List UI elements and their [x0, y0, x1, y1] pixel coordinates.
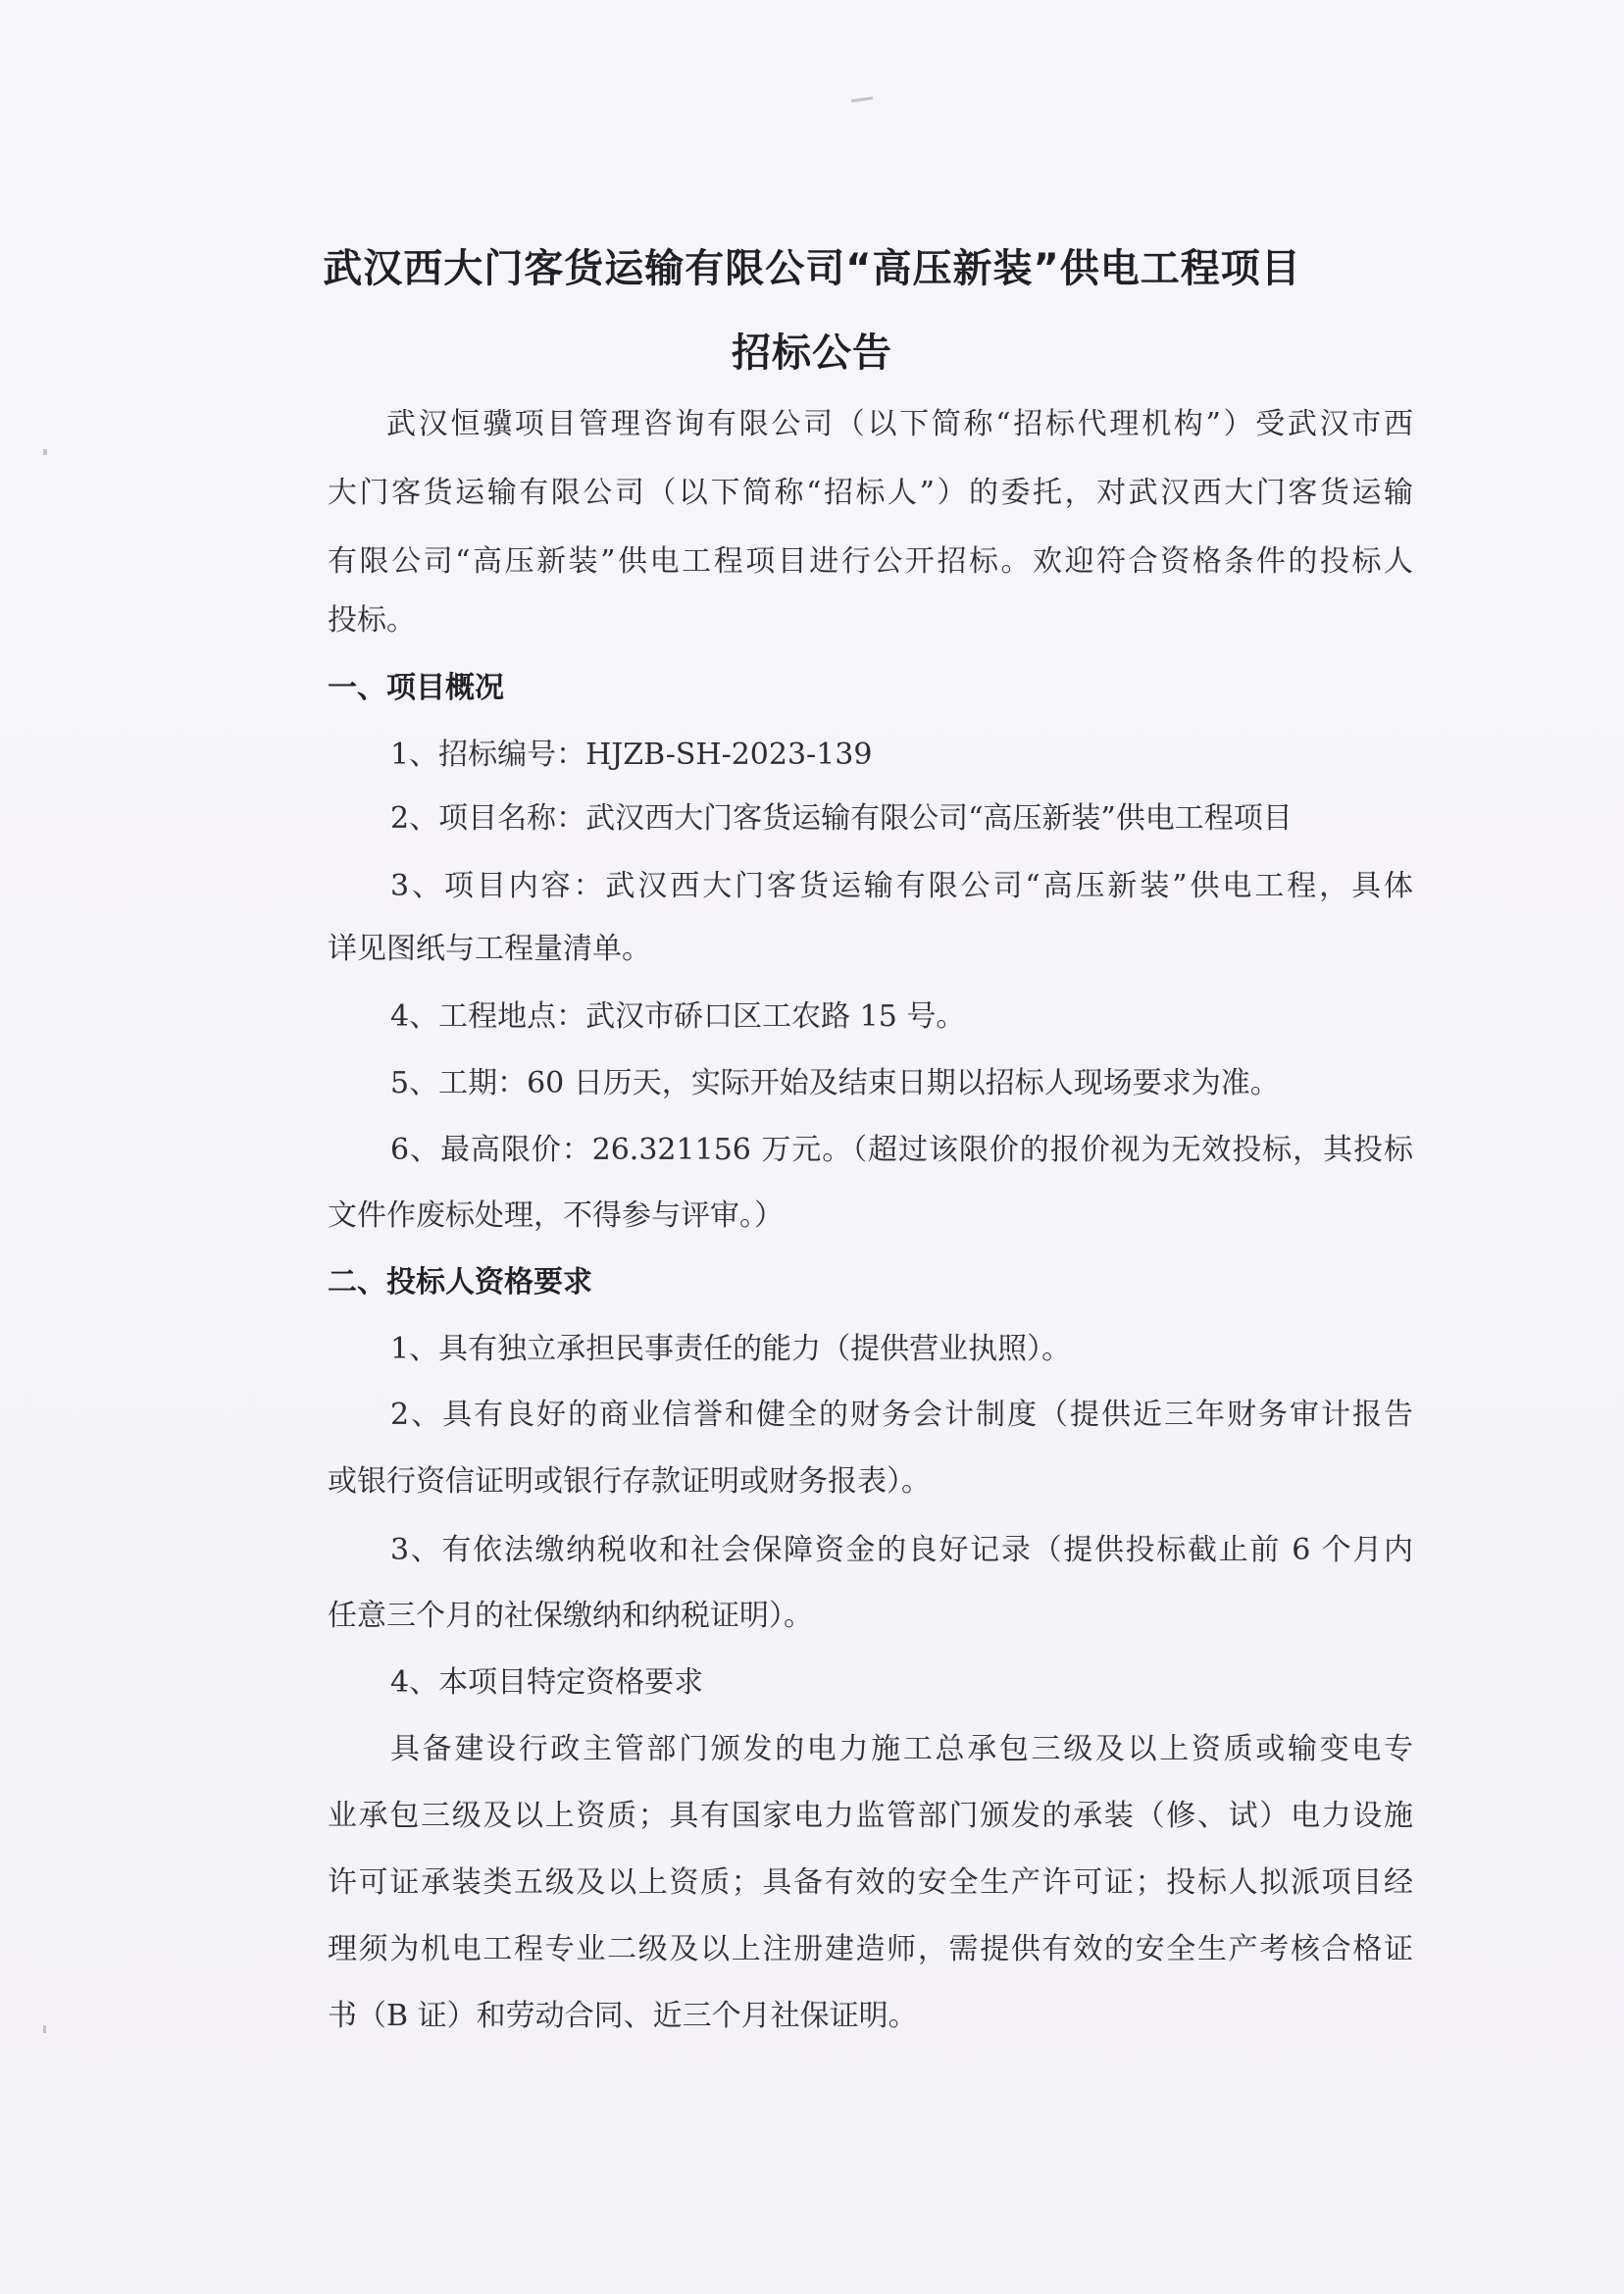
list-item: 5、工期：60 日历天，实际开始及结束日期以招标人现场要求为准。: [390, 1066, 1280, 1100]
scan-dot: [43, 2025, 46, 2033]
list-item: 理须为机电工程专业二级及以上注册建造师，需提供有效的安全生产考核合格证: [328, 1932, 1413, 1966]
document-subtitle: 招标公告: [732, 331, 892, 376]
list-item: 4、工程地点：武汉市硚口区工农路 15 号。: [390, 999, 966, 1034]
list-item: 许可证承装类五级及以上资质；具备有效的安全生产许可证；投标人拟派项目经: [328, 1865, 1413, 1900]
list-item: 详见图纸与工程量清单。: [328, 932, 651, 966]
list-item: 1、招标编号：HJZB-SH-2023-139: [390, 738, 873, 772]
list-item: 任意三个月的社保缴纳和纳税证明）。: [328, 1599, 813, 1633]
intro-line: 投标。: [328, 603, 416, 637]
section-heading: 二、投标人资格要求: [328, 1265, 592, 1300]
intro-line: 武汉恒骥项目管理咨询有限公司（以下简称“招标代理机构”）受武汉市西: [386, 407, 1413, 441]
list-item: 书（B 证）和劳动合同、近三个月社保证明。: [328, 1999, 918, 2033]
list-item: 1、具有独立承担民事责任的能力（提供营业执照）。: [390, 1332, 1072, 1366]
list-item: 2、具有良好的商业信誉和健全的财务会计制度（提供近三年财务审计报告: [390, 1398, 1413, 1432]
list-item: 3、项目内容：武汉西大门客货运输有限公司“高压新装”供电工程，具体: [390, 869, 1413, 903]
scan-mark: [851, 96, 873, 102]
list-item: 3、有依法缴纳税收和社会保障资金的良好记录（提供投标截止前 6 个月内: [390, 1533, 1413, 1567]
intro-line: 有限公司“高压新装”供电工程项目进行公开招标。欢迎符合资格条件的投标人: [328, 544, 1413, 579]
document-title: 武汉西大门客货运输有限公司“高压新装”供电工程项目: [323, 246, 1301, 291]
list-item: 6、最高限价：26.321156 万元。（超过该限价的报价视为无效投标，其投标: [390, 1133, 1413, 1167]
section-heading: 一、项目概况: [328, 671, 504, 705]
intro-line: 大门客货运输有限公司（以下简称“招标人”）的委托，对武汉西大门客货运输: [328, 476, 1413, 510]
list-item: 具备建设行政主管部门颁发的电力施工总承包三级及以上资质或输变电专: [390, 1732, 1413, 1766]
list-item: 2、项目名称：武汉西大门客货运输有限公司“高压新装”供电工程项目: [390, 801, 1293, 836]
list-item: 文件作废标处理，不得参与评审。）: [328, 1198, 784, 1233]
list-item: 4、本项目特定资格要求: [390, 1665, 704, 1700]
scan-dot: [43, 449, 47, 455]
list-item: 业承包三级及以上资质；具有国家电力监管部门颁发的承装（修、试）电力设施: [328, 1799, 1413, 1833]
list-item: 或银行资信证明或银行存款证明或财务报表）。: [328, 1464, 931, 1499]
